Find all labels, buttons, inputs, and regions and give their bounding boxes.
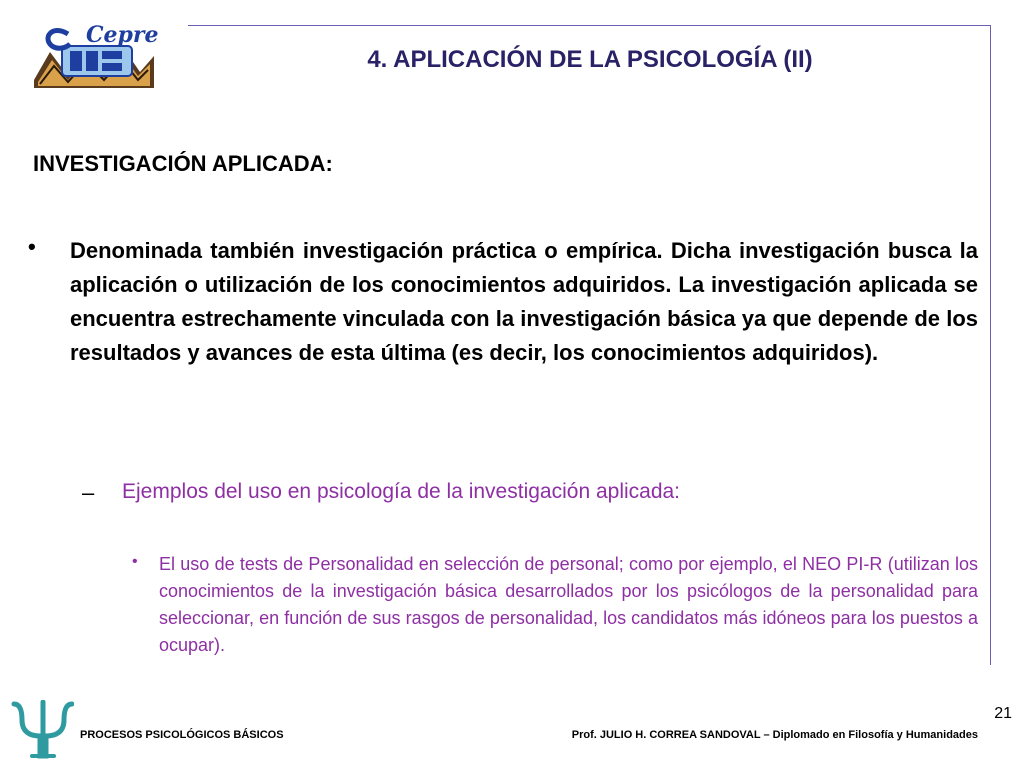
- psi-symbol-graphic: [10, 700, 74, 760]
- cepre-logo-icon: [28, 8, 160, 98]
- psi-icon: [10, 700, 74, 760]
- frame-right-line: [990, 25, 991, 665]
- page-number: 21: [994, 705, 1012, 722]
- logo-text: Cepre: [86, 22, 159, 48]
- frame-top-line: [188, 25, 990, 26]
- slide-title: 4. APLICACIÓN DE LA PSICOLOGÍA (II): [367, 46, 813, 73]
- footer-author: Prof. JULIO H. CORREA SANDOVAL – Diplomado en Filosofía y Humanidades: [571, 729, 978, 741]
- sub-bullet-text: Ejemplos del uso en psicología de la investigación aplicada:: [122, 480, 681, 503]
- sub-sub-bullet-marker: •: [132, 553, 138, 570]
- footer-course-title: PROCESOS PSICOLÓGICOS BÁSICOS: [80, 729, 284, 741]
- sub-sub-bullet-text: El uso de tests de Personalidad en selección de personal; como por ejemplo, el NEO PI-R (utilizan los conocimientos de la investigación básica desarrollados por los psicólogos de la personalidad para seleccionar, en función de sus rasgos de personalidad, los candidatos más idóneos para los puestos a ocupar).: [159, 554, 978, 655]
- bullet-text: Denominada también investigación práctica o empírica. Dicha investigación busca la aplicación o utilización de los conocimientos adquiridos. La investigación aplicada se encuentra estrechamente vinculada con la investigación básica ya que depende de los resultados y avances de esta última (es decir, los conocimientos adquiridos).: [70, 238, 978, 365]
- sub-bullet-marker: –: [82, 480, 95, 505]
- bullet-marker: •: [28, 234, 36, 259]
- section-heading: INVESTIGACIÓN APLICADA:: [33, 151, 333, 176]
